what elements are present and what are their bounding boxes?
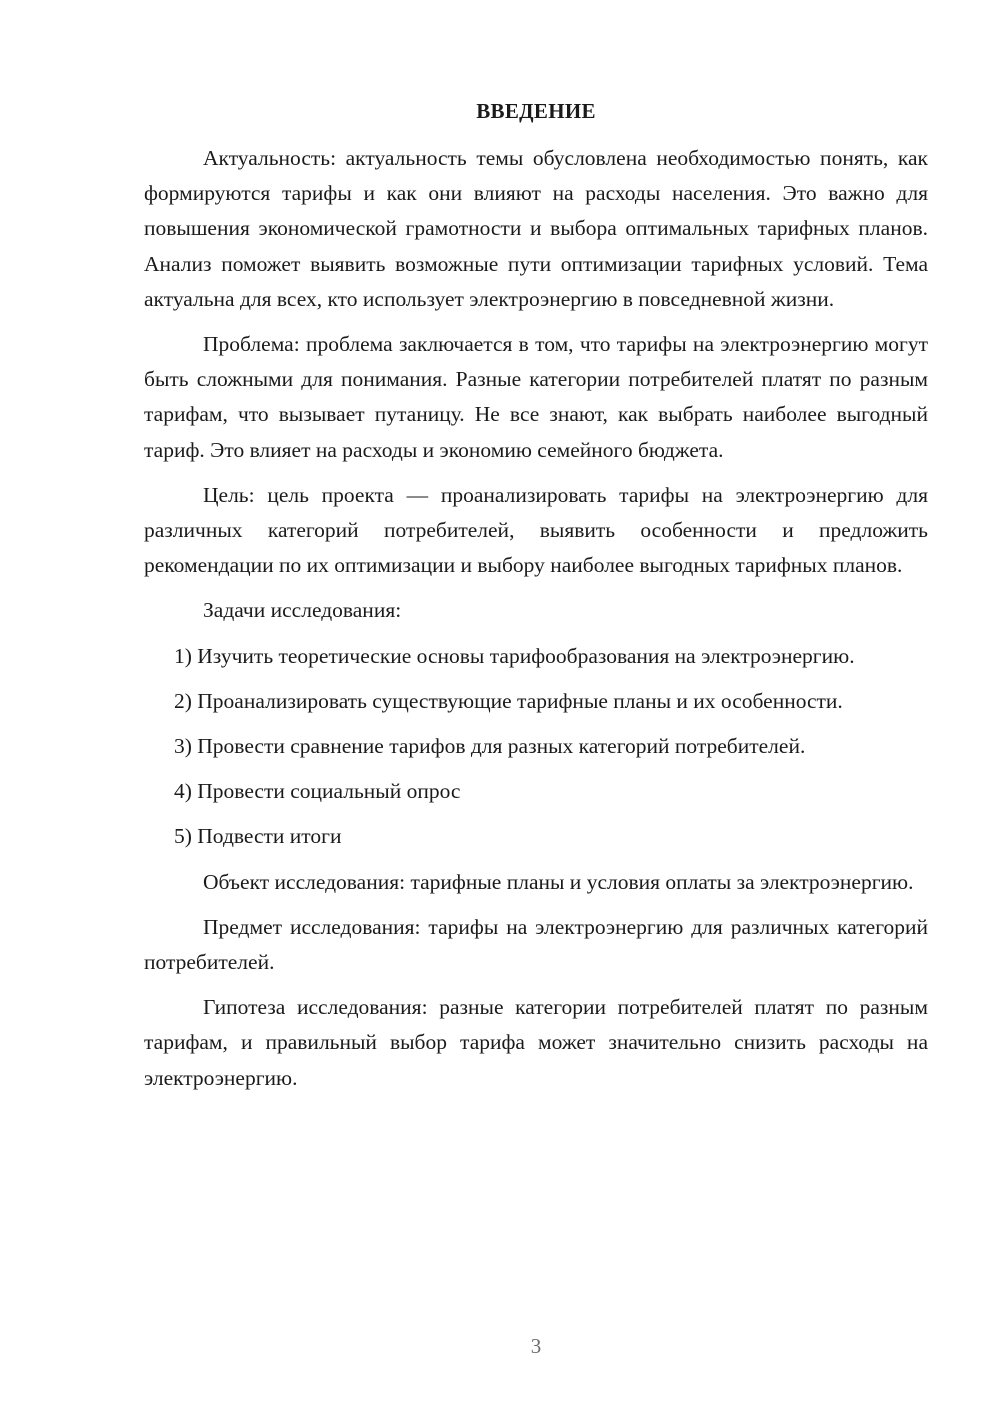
page-number: 3 (530, 1334, 542, 1358)
page-heading: ВВЕДЕНИЕ (476, 99, 596, 123)
task-item-3: 3) Провести сравнение тарифов для разных категорий потребителей. (174, 734, 806, 759)
paragraph-problem: Проблема: проблема заключается в том, что тарифы на электроэнергию могут быть сложными для понимания. Разные категории потребителей платят по разным тарифам, что вызывает путаницу. Не все знают, как выбрать наиболее выгодный тариф. Это влияет на расходы и экономию семейного бюджета. (144, 332, 928, 462)
task-item-1: 1) Изучить теоретические основы тарифообразования на электроэнергию. (174, 643, 855, 668)
paragraph-subject: Предмет исследования: тарифы на электроэнергию для различных категорий потребителей. (144, 914, 928, 975)
paragraph-goal: Цель: цель проекта — проанализировать тарифы на электроэнергию для различных категорий потребителей, выявить особенности и предложить рекомендации по их оптимизации и выбору наиболее выгодных тарифных планов. (144, 482, 928, 578)
paragraph-object: Объект исследования: тарифные планы и условия оплаты за электроэнергию. (203, 869, 914, 894)
task-item-5: 5) Подвести итоги (174, 824, 342, 849)
task-item-2: 2) Проанализировать существующие тарифные планы и их особенности. (174, 688, 843, 713)
document-body (144, 141, 928, 1096)
paragraph-relevance: Актуальность: актуальность темы обусловлена необходимостью понять, как формируются тарифы и как они влияют на расходы населения. Это важно для повышения экономической грамотности и выбора оптимальных тарифных планов. Анализ поможет выявить возможные пути оптимизации тарифных условий. Тема актуальна для всех, кто использует электроэнергию в повседневной жизни. (144, 146, 928, 311)
task-item-4: 4) Провести социальный опрос (174, 779, 461, 804)
paragraph-hypothesis: Гипотеза исследования: разные категории потребителей платят по разным тарифам, и правильный выбор тарифа может значительно снизить расходы на электроэнергию. (144, 995, 928, 1090)
paragraph-tasks-heading: Задачи исследования: (203, 598, 402, 623)
